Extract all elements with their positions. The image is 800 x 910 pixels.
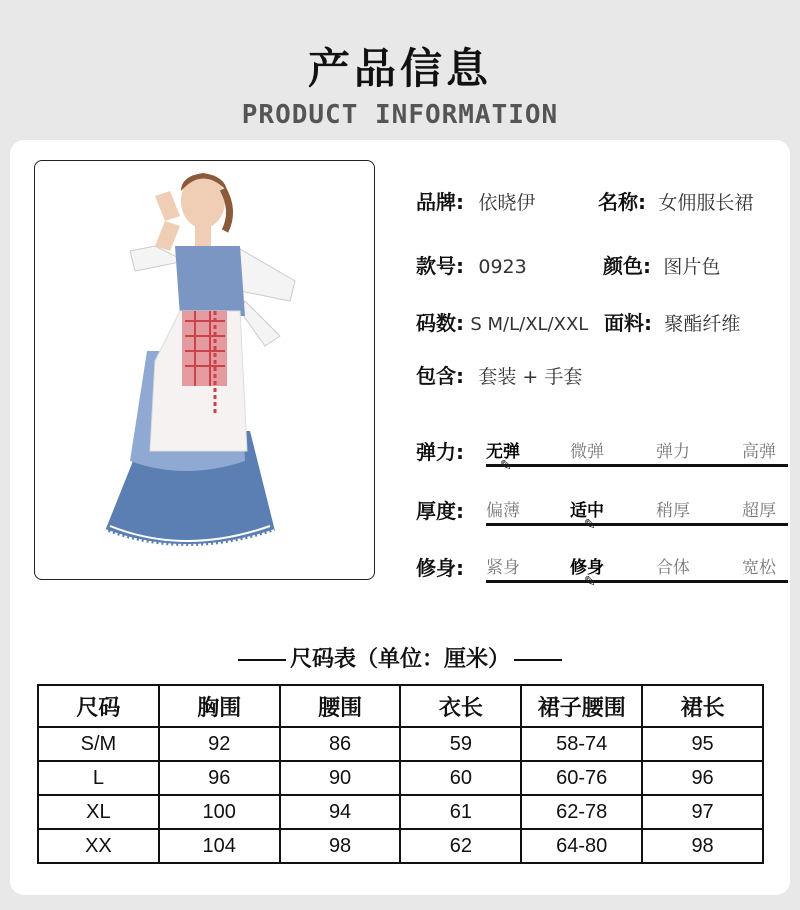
table-cell: XL [38, 795, 159, 829]
scale-option: 紧身 [486, 558, 520, 578]
scale-option: 合体 [656, 558, 690, 578]
table-cell: 96 [642, 761, 763, 795]
scale-line [486, 464, 788, 467]
size-chart-header-cell: 裙子腰围 [521, 685, 642, 727]
dress-illustration [35, 161, 375, 580]
table-row [38, 795, 763, 829]
table-cell: S/M [38, 727, 159, 761]
pin-icon: ✎ [584, 574, 596, 590]
table-cell: 92 [159, 727, 280, 761]
table-cell: 61 [400, 795, 521, 829]
color-value: 图片色 [663, 256, 721, 278]
sizes-value: S M/L/XL/XXL [470, 314, 589, 335]
name-row [598, 186, 753, 215]
product-photo [34, 160, 375, 580]
name-label: 名称: [598, 190, 646, 214]
table-cell: 98 [642, 829, 763, 863]
table-cell: 97 [642, 795, 763, 829]
table-row [38, 761, 763, 795]
size-chart-header-cell: 胸围 [159, 685, 280, 727]
size-chart-header-cell: 尺码 [38, 685, 159, 727]
table-cell: 95 [642, 727, 763, 761]
table-cell: 64-80 [521, 829, 642, 863]
scale-option: 高弹 [742, 442, 776, 462]
includes-row [416, 360, 582, 389]
size-chart-header-cell: 衣长 [400, 685, 521, 727]
scale-option: 弹力 [656, 442, 690, 462]
table-cell: 94 [280, 795, 401, 829]
name-value: 女佣服长裙 [658, 192, 754, 214]
scale-label: 弹力: [416, 440, 464, 464]
scale-option: 稍厚 [656, 501, 690, 521]
style-value: 0923 [478, 256, 527, 278]
table-cell: 104 [159, 829, 280, 863]
sizes-label: 码数: [416, 311, 464, 335]
table-cell: 62 [400, 829, 521, 863]
table-cell: 59 [400, 727, 521, 761]
table-cell: 100 [159, 795, 280, 829]
table-cell: 86 [280, 727, 401, 761]
table-cell: 60-76 [521, 761, 642, 795]
table-cell: 58-74 [521, 727, 642, 761]
scale-label: 厚度: [416, 499, 464, 523]
style-label: 款号: [416, 254, 464, 278]
brand-row [416, 186, 535, 215]
table-row [38, 829, 763, 863]
style-row [416, 250, 527, 279]
size-chart-header-cell: 腰围 [280, 685, 401, 727]
includes-label: 包含: [416, 364, 464, 388]
scale-label: 修身: [416, 556, 464, 580]
scale-option: 适中 [570, 501, 604, 521]
scale-option: 超厚 [742, 501, 776, 521]
fabric-label: 面料: [604, 311, 652, 335]
page-subtitle: PRODUCT INFORMATION [241, 100, 559, 130]
scale-option: 偏薄 [486, 501, 520, 521]
size-chart-table [37, 684, 764, 864]
brand-value: 依晓伊 [478, 192, 536, 214]
scale-line [486, 523, 788, 526]
table-cell: L [38, 761, 159, 795]
table-cell: 62-78 [521, 795, 642, 829]
scale-option: 无弹 [486, 442, 520, 462]
scale-option: 修身 [570, 558, 604, 578]
size-chart-header [38, 685, 763, 727]
pin-icon: ✎ [500, 458, 512, 474]
table-cell: 98 [280, 829, 401, 863]
fabric-row [604, 307, 740, 336]
color-row [603, 250, 720, 279]
size-chart-header-cell: 裙长 [642, 685, 763, 727]
table-row [38, 727, 763, 761]
table-cell: 90 [280, 761, 401, 795]
page-title: 产品信息 [307, 44, 492, 93]
table-cell: 60 [400, 761, 521, 795]
sizes-row [416, 307, 588, 336]
pin-icon: ✎ [584, 517, 596, 533]
size-chart-title: 尺码表（单位：厘米） [0, 642, 800, 673]
table-cell: 96 [159, 761, 280, 795]
includes-value: 套装 + 手套 [478, 366, 583, 388]
scale-option: 微弹 [570, 442, 604, 462]
scale-option: 宽松 [742, 558, 776, 578]
brand-label: 品牌: [416, 190, 464, 214]
table-cell: XX [38, 829, 159, 863]
color-label: 颜色: [603, 254, 651, 278]
scale-line [486, 580, 788, 583]
fabric-value: 聚酯纤维 [664, 313, 741, 335]
